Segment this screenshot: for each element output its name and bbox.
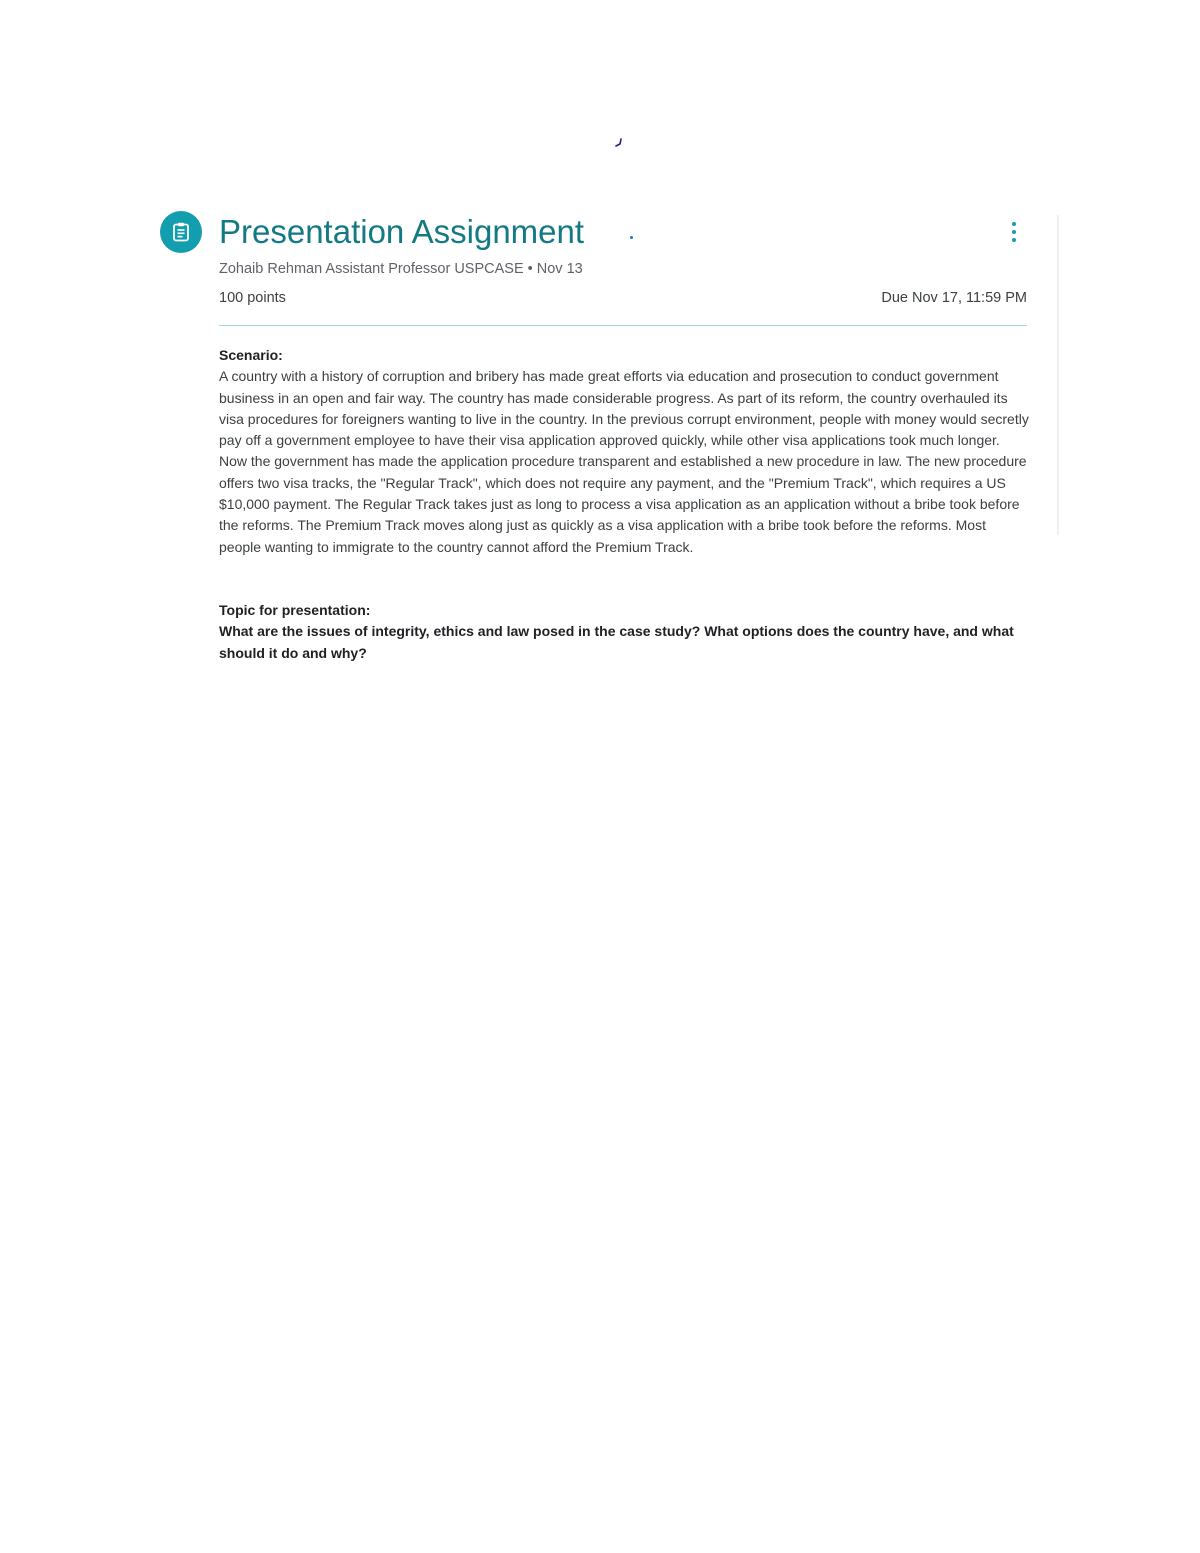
author-date: Zohaib Rehman Assistant Professor USPCASE • Nov 13 xyxy=(219,261,583,277)
scenario-heading: Scenario: xyxy=(219,347,283,363)
more-vert-icon-dot xyxy=(1012,238,1016,242)
more-vert-icon-dot xyxy=(1012,230,1016,234)
stray-mark xyxy=(615,138,623,148)
scenario-text: A country with a history of corruption and bribery has made great efforts via education and prosecution to conduct government business in an open and fair way. The country has made considerable progress. As part of its reform, the country overhauled its visa procedures for foreigners wanting to live in the country. In the previous corrupt environment, people with money would secretly pay off a government employee to have their visa application approved quickly, while other visa applications took much longer. Now the government has made the application procedure transparent and established a new procedure in law. The new procedure offers two visa tracks, the "Regular Track", which does not require any payment, and the "Premium Track", which requires a US $10,000 payment. The Regular Track takes just as long to process a visa application as an application without a bribe took before the reforms. The Premium Track moves along just as quickly as a visa application with a bribe took before the reforms. Most people wanting to immigrate to the country cannot afford the Premium Track. xyxy=(219,368,1029,555)
points-label: 100 points xyxy=(219,290,286,306)
more-vert-icon xyxy=(1012,222,1016,226)
page-title: Presentation Assignment xyxy=(219,213,585,250)
assignment-icon xyxy=(160,211,202,253)
topic-block xyxy=(219,600,1029,664)
side-divider xyxy=(1057,215,1059,535)
topic-heading: Topic for presentation: xyxy=(219,601,371,618)
assignment-description xyxy=(219,345,1029,664)
more-options-button[interactable] xyxy=(1002,218,1026,246)
topic-question: What are the issues of integrity, ethics and law posed in the case study? What options does the country have, and what should it do and why? xyxy=(219,623,1014,661)
due-date: Due Nov 17, 11:59 PM xyxy=(881,290,1027,306)
header-divider xyxy=(219,325,1027,326)
title-dot xyxy=(630,236,633,239)
